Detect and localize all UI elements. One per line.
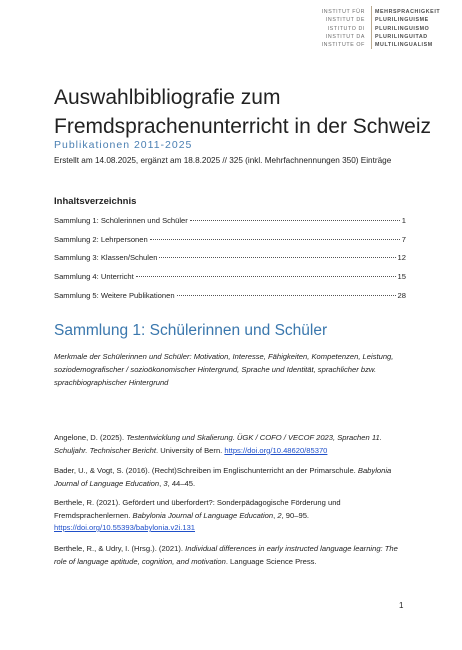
toc-item-page: 12	[397, 253, 406, 263]
toc-dot-leader	[177, 295, 396, 296]
entry-separator: ,	[273, 510, 278, 520]
table-of-contents	[54, 216, 406, 309]
doi-link[interactable]: https://doi.org/10.48620/85370	[224, 445, 328, 455]
entry-authors: Berthele, R., & Udry, I. (Hrsg.). (2021).	[54, 544, 186, 553]
toc-item-page: 7	[401, 234, 406, 244]
bibliography-entry	[54, 543, 406, 568]
document-title-line2: Fremdsprachenunterricht in der Schweiz	[54, 115, 431, 138]
entry-title: Testentwicklung und Skalierung. ÜGK / COFO / VECOF 2023, Sprachen 11. Schuljahr. Technischer Bericht	[54, 433, 382, 455]
toc-item[interactable]	[54, 253, 406, 272]
entry-rest: . University of Bern.	[156, 445, 225, 455]
document-title-line1: Auswahlbibliografie zum	[54, 86, 281, 109]
toc-heading: Inhaltsverzeichnis	[54, 196, 137, 207]
logo-right-line: PLURILINGUISMO	[375, 25, 430, 32]
logo-institute-lines	[297, 6, 371, 49]
logo-left-line: INSTITUT DA	[325, 33, 365, 40]
logo-multilingualism-lines	[371, 6, 440, 49]
logo-right-line: PLURILINGUITAD	[375, 33, 428, 40]
logo-left-line: INSTITUT FÜR	[321, 9, 365, 15]
logo-right-line: MEHRSPRACHIGKEIT	[375, 9, 441, 15]
entry-rest: . Language Science Press.	[225, 556, 317, 566]
bibliography-entry	[54, 432, 406, 457]
logo-left-line: INSTITUTE OF	[321, 42, 365, 49]
entry-authors: Angelone, D. (2025).	[54, 433, 127, 442]
entry-volume: 3	[163, 478, 168, 488]
logo-left-line: ISTITUTO DI	[327, 25, 365, 32]
doi-link[interactable]: https://doi.org/10.55393/babylonia.v2i.131	[54, 523, 196, 532]
toc-item[interactable]	[54, 272, 406, 291]
page-number: 1	[399, 601, 404, 610]
toc-dot-leader	[150, 239, 400, 240]
institute-logo	[297, 6, 457, 68]
toc-item-page: 15	[397, 272, 406, 282]
entry-volume: 2	[277, 510, 282, 520]
entry-authors: Berthele, R. (2021). Gefördert und überfordert?: Sonderpädagogische Förderung und Fremdsprachenlernen.	[54, 498, 341, 520]
entry-pages: , 44–45.	[167, 478, 196, 488]
toc-dot-leader	[159, 257, 395, 258]
toc-item[interactable]	[54, 235, 406, 254]
entry-journal: Babylonia Journal of Language Education	[132, 510, 274, 520]
toc-item[interactable]	[54, 216, 406, 235]
entry-journal: Babylonia Journal of Language Education	[54, 466, 392, 488]
bibliography-entry	[54, 465, 406, 490]
logo-right-line: MULTILINGUALISM	[375, 42, 433, 49]
toc-dot-leader	[136, 276, 396, 277]
toc-item-label: Sammlung 2: Lehrpersonen	[54, 234, 148, 244]
section-description: Merkmale der Schülerinnen und Schüler: Motivation, Interesse, Fähigkeiten, Kompetenzen, Leistung, soziodemografischer / sozioökonomischer Hintergrund, Sprache und Identität, sprachlicher bzw. sprachbiographischer Hintergrund	[54, 352, 394, 388]
toc-dot-leader	[190, 220, 400, 221]
toc-item-page: 28	[397, 290, 406, 300]
toc-item-label: Sammlung 1: Schülerinnen und Schüler	[54, 216, 188, 225]
logo-left-line: INSTITUT DE	[325, 17, 365, 24]
document-subtitle: Publikationen 2011-2025	[54, 139, 193, 151]
logo-right-line: PLURILINGUISME	[375, 17, 429, 24]
section-heading: Sammlung 1: Schülerinnen und Schüler	[54, 322, 328, 339]
toc-item-page: 1	[401, 216, 406, 225]
bibliography-entry	[54, 497, 406, 535]
toc-item-label: Sammlung 5: Weitere Publikationen	[54, 290, 175, 300]
entry-authors: Bader, U., & Vogt, S. (2016). (Recht)Schreiben im Englischunterricht an der Primarschule.	[54, 466, 358, 475]
entry-pages: , 90–95.	[281, 510, 310, 520]
creation-info: Erstellt am 14.08.2025, ergänzt am 18.8.2025 // 325 (inkl. Mehrfachnennungen 350) Einträge	[54, 156, 392, 165]
toc-item-label: Sammlung 4: Unterricht	[54, 272, 134, 282]
entry-title: Individual differences in early instructed language learning: The role of language aptitude, cognition, and motivation	[54, 544, 398, 566]
toc-item[interactable]	[54, 291, 406, 310]
toc-item-label: Sammlung 3: Klassen/Schulen	[54, 253, 158, 263]
entry-separator: ,	[159, 478, 164, 488]
